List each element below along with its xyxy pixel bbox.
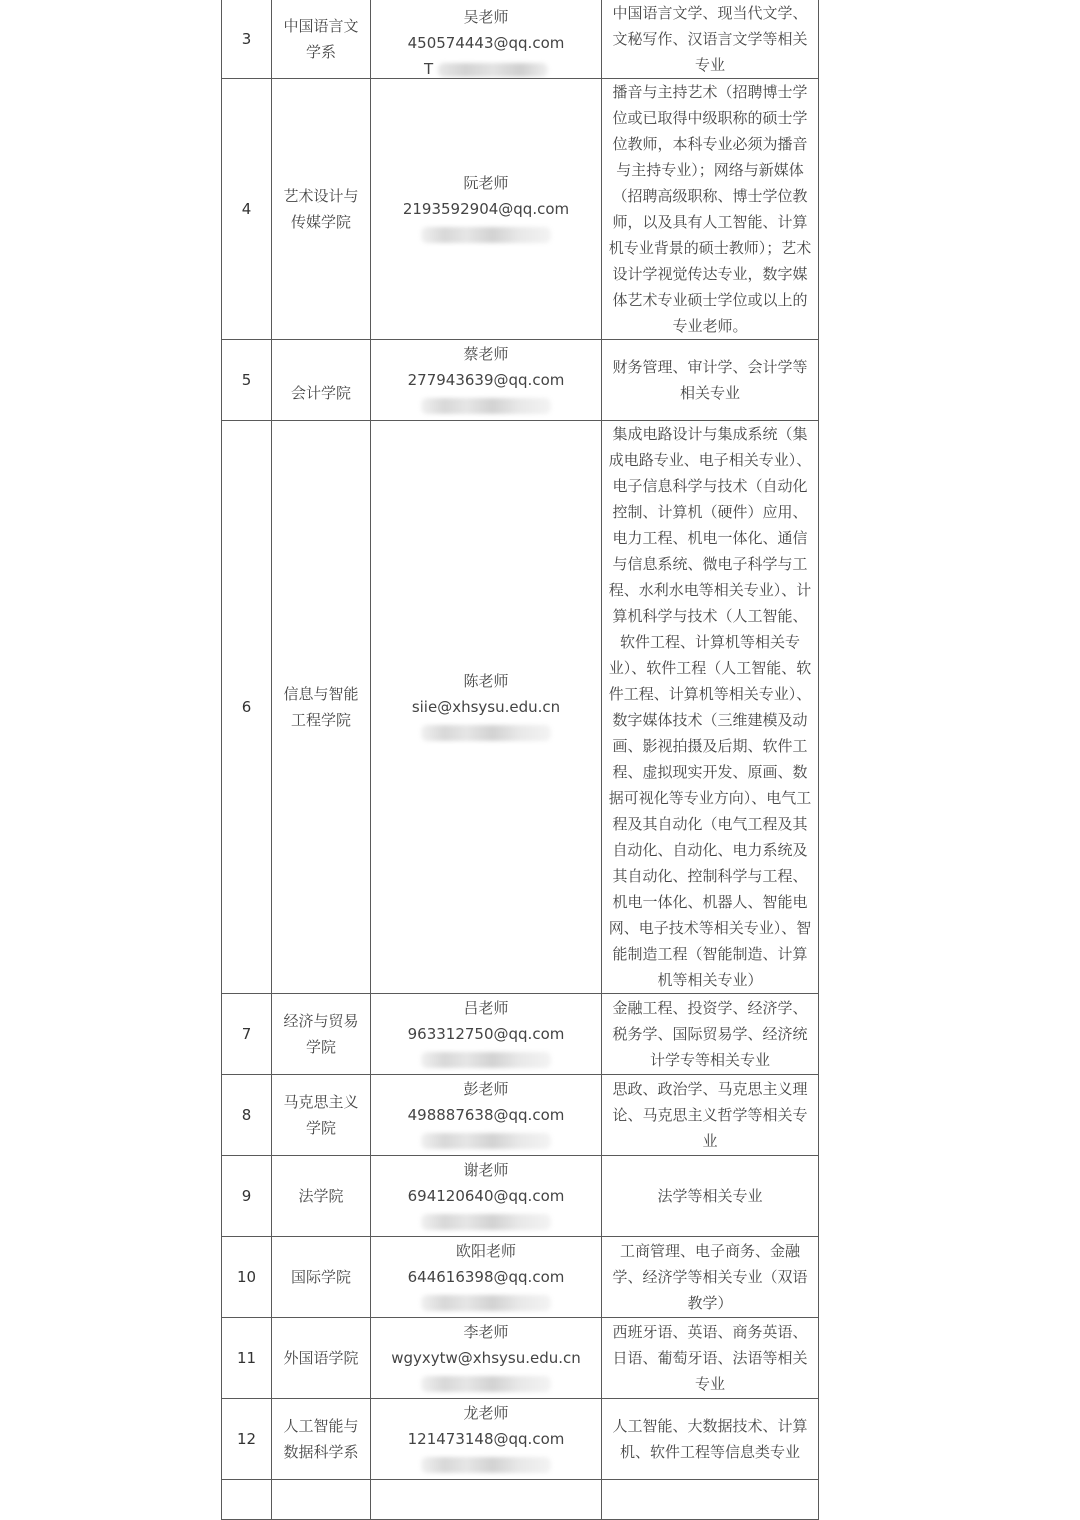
contact-cell	[371, 994, 602, 1075]
contact-cell	[371, 1399, 602, 1480]
table-row	[222, 340, 819, 421]
required-majors: 工商管理、电子商务、金融学、经济学等相关专业（双语教学）	[602, 1237, 819, 1318]
row-number: 4	[222, 79, 272, 340]
department-name: 经济与贸易学院	[272, 994, 371, 1075]
table-row	[222, 1399, 819, 1480]
required-majors: 播音与主持艺术（招聘博士学位或已取得中级职称的硕士学位教师，本科专业必须为播音与主持专业）；网络与新媒体（招聘高级职称、博士学位教师，以及具有人工智能、计算机专业背景的硕士教师）；艺术设计学视觉传达专业，数字媒体艺术专业硕士学位或以上的专业老师。	[602, 79, 819, 340]
contact-cell	[371, 1156, 602, 1237]
required-majors: 人工智能、大数据技术、计算机、软件工程等信息类专业	[602, 1399, 819, 1480]
redacted-phone	[421, 1457, 551, 1473]
row-number: 11	[222, 1318, 272, 1399]
teacher-name: 李老师	[463, 1323, 509, 1341]
teacher-name: 谢老师	[463, 1161, 509, 1179]
contact-cell	[371, 1075, 602, 1156]
contact-email: 963312750@qq.com	[407, 1025, 565, 1043]
contact-email: 498887638@qq.com	[407, 1106, 565, 1124]
department-name: 马克思主义学院	[272, 1075, 371, 1156]
contact-cell	[371, 421, 602, 994]
redacted-phone	[421, 1214, 551, 1230]
row-number	[222, 1480, 272, 1520]
contact-email: 2193592904@qq.com	[402, 200, 570, 218]
contact-email: 277943639@qq.com	[407, 371, 565, 389]
row-number: 5	[222, 340, 272, 421]
department-name	[272, 1480, 371, 1520]
teacher-name: 吕老师	[463, 999, 509, 1017]
row-number: 12	[222, 1399, 272, 1480]
teacher-name: 陈老师	[463, 672, 509, 690]
table-row	[222, 1318, 819, 1399]
teacher-name: 吴老师	[463, 8, 509, 26]
faculty-contact-table-wrapper	[221, 0, 818, 1520]
table-row-partial	[222, 1480, 819, 1520]
contact-cell	[371, 1237, 602, 1318]
redacted-phone	[421, 227, 551, 243]
row-number: 6	[222, 421, 272, 994]
row-number: 3	[222, 0, 272, 79]
redacted-phone	[421, 1133, 551, 1149]
contact-cell	[371, 340, 602, 421]
required-majors: 思政、政治学、马克思主义理论、马克思主义哲学等相关专业	[602, 1075, 819, 1156]
department-name: 中国语言文学系	[272, 0, 371, 79]
contact-cell	[371, 79, 602, 340]
redacted-phone	[438, 63, 548, 77]
contact-email: 450574443@qq.com	[407, 34, 565, 52]
contact-email: 121473148@qq.com	[407, 1430, 565, 1448]
department-name: 外国语学院	[272, 1318, 371, 1399]
row-number: 10	[222, 1237, 272, 1318]
required-majors: 法学等相关专业	[602, 1156, 819, 1237]
teacher-name: 蔡老师	[463, 345, 509, 363]
table-row	[222, 1075, 819, 1156]
redacted-phone	[421, 398, 551, 414]
table-row	[222, 0, 819, 79]
teacher-name: 欧阳老师	[455, 1242, 516, 1260]
required-majors: 西班牙语、英语、商务英语、日语、葡萄牙语、法语等相关专业	[602, 1318, 819, 1399]
department-name: 艺术设计与传媒学院	[272, 79, 371, 340]
redacted-phone	[421, 725, 551, 741]
table-row	[222, 79, 819, 340]
redacted-phone	[421, 1376, 551, 1392]
table-row	[222, 1156, 819, 1237]
contact-email: 644616398@qq.com	[407, 1268, 565, 1286]
department-name: 国际学院	[272, 1237, 371, 1318]
department-name: 信息与智能工程学院	[272, 421, 371, 994]
faculty-contact-table	[221, 0, 819, 1520]
phone-prefix: T	[424, 60, 434, 78]
required-majors: 财务管理、审计学、会计学等相关专业	[602, 340, 819, 421]
row-number: 8	[222, 1075, 272, 1156]
contact-email: siie@xhsysu.edu.cn	[411, 698, 561, 716]
teacher-name: 彭老师	[463, 1080, 509, 1098]
contact-cell	[371, 1480, 602, 1520]
phone-line	[371, 56, 601, 78]
contact-cell	[371, 1318, 602, 1399]
redacted-phone	[421, 1052, 551, 1068]
row-number: 7	[222, 994, 272, 1075]
table-row	[222, 421, 819, 994]
contact-email: wgyxytw@xhsysu.edu.cn	[391, 1349, 581, 1367]
table-row	[222, 1237, 819, 1318]
required-majors: 中国语言文学、现当代文学、文秘写作、汉语言文学等相关专业	[602, 0, 819, 79]
redacted-phone	[421, 1295, 551, 1311]
teacher-name: 龙老师	[463, 1404, 509, 1422]
department-name: 人工智能与数据科学系	[272, 1399, 371, 1480]
row-number: 9	[222, 1156, 272, 1237]
department-name: 会计学院	[272, 340, 371, 421]
department-name: 法学院	[272, 1156, 371, 1237]
table-row	[222, 994, 819, 1075]
contact-cell	[371, 0, 602, 79]
teacher-name: 阮老师	[463, 174, 509, 192]
required-majors: 集成电路设计与集成系统（集成电路专业、电子相关专业）、电子信息科学与技术（自动化控制、计算机（硬件）应用、电力工程、机电一体化、通信与信息系统、微电子科学与工程、水利水电等相关专业）、计算机科学与技术（人工智能、软件工程、计算机等相关专业）、软件工程（人工智能、软件工程、计算机等相关专业）、数字媒体技术（三维建模及动画、影视拍摄及后期、软件工程、虚拟现实开发、原画、数据可视化等专业方向）、电气工程及其自动化（电气工程及其自动化、自动化、电力系统及其自动化、控制科学与工程、机电一体化、机器人、智能电网、电子技术等相关专业）、智能制造工程（智能制造、计算机等相关专业）	[602, 421, 819, 994]
required-majors: 金融工程、投资学、经济学、税务学、国际贸易学、经济统计学专等相关专业	[602, 994, 819, 1075]
contact-email: 694120640@qq.com	[407, 1187, 565, 1205]
required-majors	[602, 1480, 819, 1520]
